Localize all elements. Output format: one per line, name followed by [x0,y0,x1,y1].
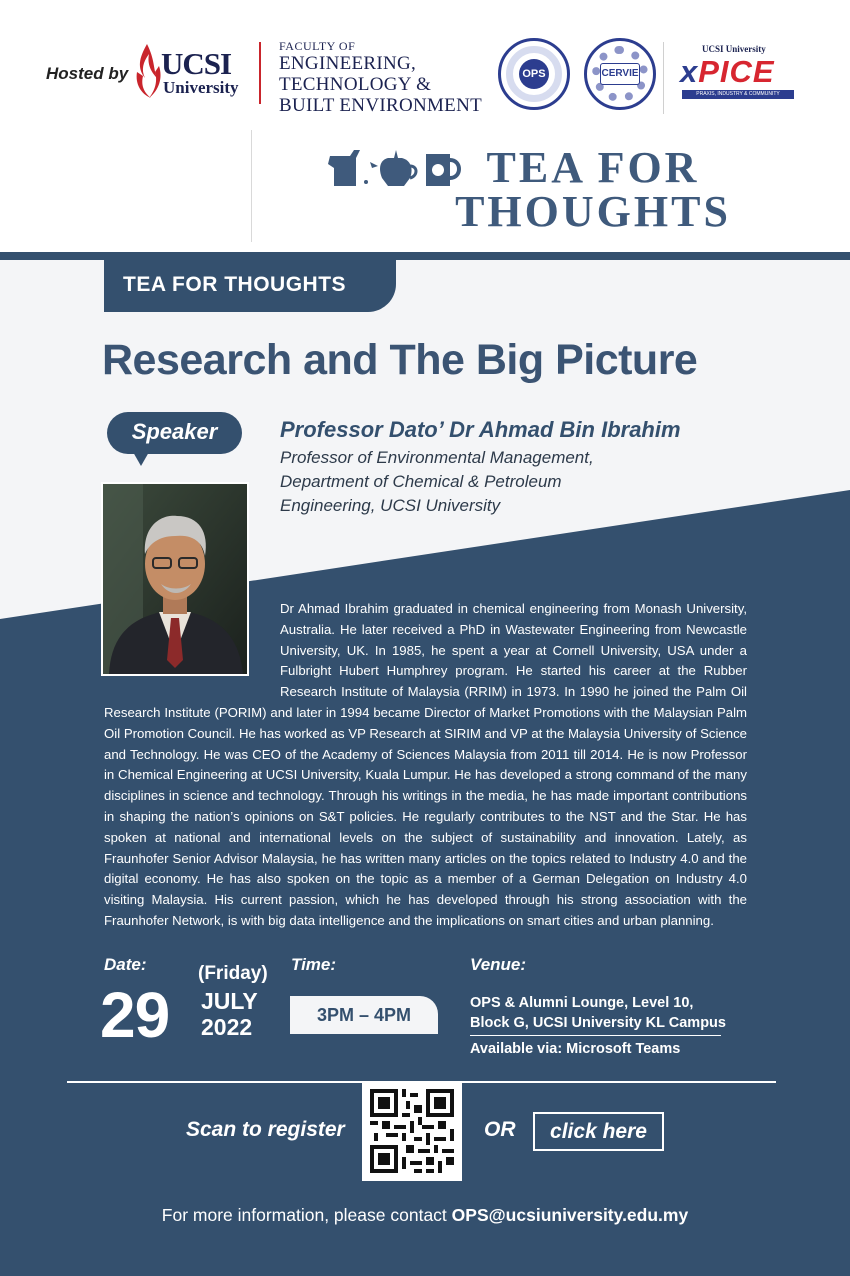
contact-prefix: For more information, please contact [161,1205,452,1225]
tea-logo-line-1: TEA FOR [486,143,700,192]
bio-line: Australia. He later received a PhD in Wastewater Engineering from Newcastle [280,621,747,637]
venue-online: Available via: Microsoft Teams [470,1041,681,1057]
or-label: OR [484,1118,516,1141]
speaker-label: Speaker [107,412,242,454]
hosted-by-label: Hosted by [46,64,129,83]
series-tag: TEA FOR THOUGHTS [104,260,396,312]
faculty-line-2: ENGINEERING, [279,53,417,74]
registration-qr-code[interactable] [362,1081,462,1181]
pice-tagline: PRAXIS, INDUSTRY & COMMUNITY ENGAGEMENT [682,90,794,99]
bio-line: Research Institute of Malaysia (RRIM) in 1973. In 1990 he joined the Palm Oil [280,684,747,700]
faculty-line-4: BUILT ENVIRONMENT [279,95,483,116]
speaker-photo [103,484,247,674]
speaker-name: Professor Dato’ Dr Ahmad Bin Ibrahim [280,417,681,442]
speaker-role-line-1: Professor of Environmental Management, [280,448,594,467]
pice-logo: UCSI University xPICE PRAXIS, INDUSTRY & COMMUNITY ENGAGEMENT [680,44,796,98]
speaker-bio-wrapped [280,599,747,703]
tea-logo-line-2: THOUGHTS [455,187,731,236]
event-day: 29 [100,979,170,1051]
pice-wordmark: PICE [698,54,775,89]
event-month: JULY [201,988,258,1014]
contact-info [0,1205,850,1226]
venue-label: Venue: [470,955,527,974]
speaker-role-line-3: Engineering, UCSI University [280,496,501,515]
scan-to-register-label: Scan to register [186,1118,345,1141]
venue-address [470,993,726,1033]
speaker-bubble-tail [133,452,149,466]
event-month-year [201,988,258,1040]
date-label: Date: [104,955,147,974]
pice-small-text: UCSI University [702,44,766,54]
speaker-portrait-image [103,484,247,674]
ops-badge-text: OPS [519,59,549,89]
cervie-badge-text: CERVIE [600,63,640,85]
event-year: 2022 [201,1014,253,1040]
qr-code-icon [370,1089,454,1173]
event-weekday: (Friday) [198,963,268,984]
bio-line: University, UK. In 1985, he spent a year at Cornell University, USA under a [280,642,747,658]
click-here-button[interactable]: click here [533,1112,664,1151]
venue-line-1: OPS & Alumni Lounge, Level 10, [470,995,694,1011]
bio-line: Dr Ahmad Ibrahim graduated in chemical engineering from Monash University, [280,601,747,616]
time-label: Time: [291,955,337,974]
speaker-role [280,446,660,518]
contact-email-link[interactable]: OPS@ucsiuniversity.edu.my [451,1205,689,1225]
venue-line-2: Block G, UCSI University KL Campus [470,1015,726,1031]
speaker-role-line-2: Department of Chemical & Petroleum [280,472,562,491]
bio-line: Fulbright Hubert Humphrey program. He started his career at the Rubber [280,663,747,679]
faculty-line-3: TECHNOLOGY & [279,74,432,95]
event-time: 3PM – 4PM [290,996,438,1034]
venue-divider [470,1035,721,1036]
faculty-line-1: FACULTY OF [279,39,356,53]
ucsi-subtitle: University [163,78,239,97]
event-title: Research and The Big Picture [102,336,698,384]
speaker-bio: Research Institute (PORIM) and later in 1994 became Director of Market Promotions with the Malaysian Palm Oil Promotion Council. He has worked as VP Research at SIRIM and VP at the Malaysia University of Science and Technology. He was CEO of the Academy of Sciences Malaysia from 2011 till 2014. He is now Professor in Chemical Engineering at UCSI University, Kuala Lumpur. He has developed a strong command of the many disciplines in science and technology. Through his writings in the media, he has made important contributions in shaping the nation’s opinions on S&T policies. He regularly contributes to the NST and the Star. He has spoken at national and international levels on the subject of sustainability and innovation. Lately, as Fraunhofer Senior Advisor Malaysia, he has written many articles on the topics related to Industry 4.0 and the digital economy. He has also spoken on the topic as a member of a German Delegation on Industry 4.0 visiting Malaysia. His current passion, which he has developed through his strong association with the Fraunhofer Network, is with big data intelligence and the implications on smart cities and urban planning. [104,705,747,928]
ucsi-wordmark: UCSI [161,46,232,81]
